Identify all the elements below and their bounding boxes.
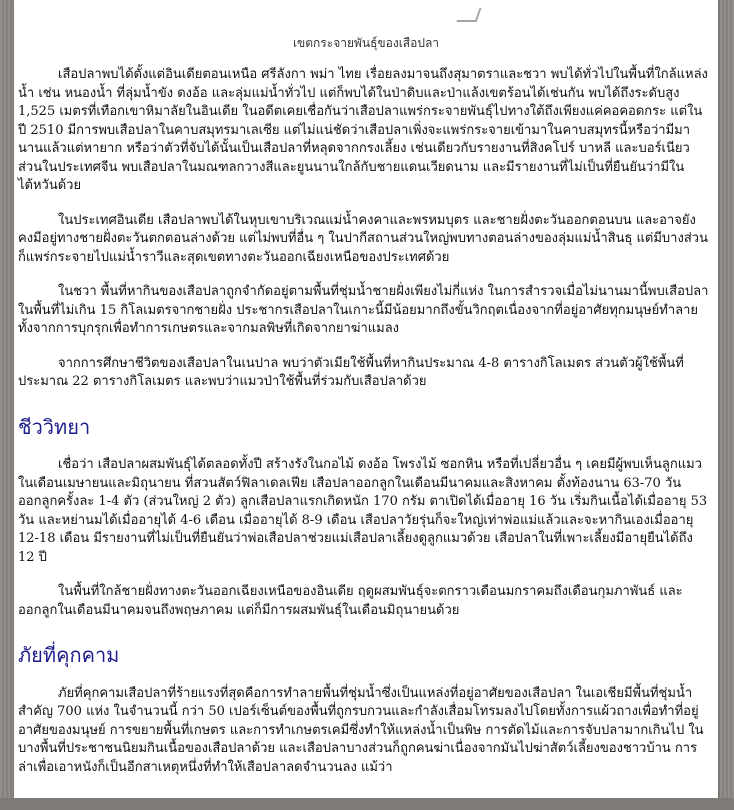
image-caption: เขตกระจายพันธุ์ของเสือปลา [292,36,440,50]
paragraph: ในประเทศอินเดีย เสือปลาพบได้ในหุบเขาบริเวณแม่น้ำคงคาและพรหมบุตร และชายฝั่งตะวันออกตอนบน และอาจยังคงมีอยู่ทางชายฝั่งตะวันตกตอนล่างด้วย แต่ไม่พบที่อื่น ๆ ในปากีสถานส่วนใหญ่พบทางตอนล่างของลุ่มแม่น้ำสินธุ แต่มีบางส่วนก็แพร่กระจายไปแม่น้ำราวีและสุดเขตทางตะวันออกเฉียงเหนือของประเทศด้วย [18,212,708,265]
paragraph: จากการศึกษาชีวิตของเสือปลาในเนปาล พบว่าตัวเมียใช้พื้นที่หากินประมาณ 4-8 ตารางกิโลเมตร ส่วนตัวผู้ใช้พื้นที่ประมาณ 22 ตารางกิโลเมตร และพบว่าแมวป่าใช้พื้นที่ร่วมกับเสือปลาด้วย [18,355,684,389]
section-heading-threats: ภัยที่คุกคาม [18,643,120,667]
paragraph: เสือปลาพบได้ตั้งแต่อินเดียตอนเหนือ ศรีลังกา พม่า ไทย เรื่อยลงมาจนถึงสุมาตราและชวา พบได้ทั่วไปในพื้นที่ใกล้แหล่งน้ำ เช่น หนองน้ำ ที่ลุ่มน้ำขัง ดงอ้อ และลุ่มแม่น้ำทั่วไป แต่ก็พบได้ในป่าดิบและป่าแล้งเขตร้อนได้เช่นกัน พบได้ถึงระดับสูง 1,525 เมตรที่เทือกเขาหิมาลัยในอินเดีย ในอดีตเคยเชื่อกันว่าเสือปลาแพร่กระจายพันธุ์ไปทางใต้ถึงเพียงแค่คอคอดกระ แต่ในปี 2510 มีการพบเสือปลาในคาบสมุทรมาเลเซีย แต่ไม่แน่ชัดว่าเสือปลาเพิ่งจะแพร่กระจายเข้ามาในคาบสมุทรนี้หรือว่ามีมานานแล้วแต่หายาก หรือว่าตัวที่จับได้นั้นเป็นเสือปลาที่หลุดจากกรงเลี้ยง เช่นเดียวกับรายงานที่สิงคโปร์ บาหลี และบอร์เนียว ส่วนในประเทศจีน พบเสือปลาในมณฑลกวางสีและยูนนานใกล้กับชายแดนเวียดนาม และมีรายงานที่ไม่เป็นที่ยืนยันว่ามีในไต้หวันด้วย [18,67,708,193]
document-page [14,0,718,800]
paragraph: ในพื้นที่ใกล้ชายฝั่งทางตะวันออกเฉียงเหนือของอินเดีย ฤดูผสมพันธุ์จะตกราวเดือนมกราคมถึงเดือนกุมภาพันธ์ และออกลูกในเดือนมีนาคมจนถึงพฤษภาคม แต่ก็มีการผสมพันธุ์ในเดือนมิถุนายนด้วย [18,584,683,618]
article-body [18,66,710,793]
paragraph: ภัยที่คุกคามเสือปลาที่ร้ายแรงที่สุดคือการทำลายพื้นที่ชุ่มน้ำซึ่งเป็นแหล่งที่อยู่อาศัยของเสือปลา ในเอเชียมีพื้นที่ชุ่มน้ำสำคัญ 700 แห่ง ในจำนวนนี้ กว่า 50 เปอร์เซ็นต์ของพื้นที่ถูกรบกวนและกำลังเสื่อมโทรมลงไปโดยทั้งการแผ้วถางเพื่อทำที่อยู่อาศัยของมนุษย์ การขยายพื้นที่เกษตร และการทำเกษตรเคมีซึ่งทำให้แหล่งน้ำเป็นพิษ การตัดไม้และการจับปลามากเกินไป ในบางพื้นที่ประชาชนนิยมกินเนื้อของเสือปลาด้วย และเสือปลาบางส่วนก็ถูกคนฆ่าเนื่องจากมันไปฆ่าสัตว์เลี้ยงของชาวบ้าน การล่าเพื่อเอาหนังก็เป็นอีกสาเหตุหนึ่งที่ทำให้เสือปลาลดจำนวนลง แม้ว่า [18,685,704,775]
map-image-fragment [456,8,481,22]
section-heading-biology: ชีววิทยา [18,414,91,439]
bottom-border [0,798,734,810]
paragraph: เชื่อว่า เสือปลาผสมพันธุ์ได้ตลอดทั้งปี สร้างรังในกอไม้ ดงอ้อ โพรงไม้ ซอกหิน หรือที่เปลี่ยวอื่น ๆ เคยมีผู้พบเห็นลูกแมวในเดือนเมษายนและมิถุนายน ที่สวนสัตว์ฟิลาเดลเฟีย เสือปลาออกลูกในเดือนมีนาคมและสิงหาคม ตั้งท้องนาน 63-70 วัน ออกลูกครั้งละ 1-4 ตัว (ส่วนใหญ่ 2 ตัว) ลูกเสือปลาแรกเกิดหนัก 170 กรัม ตาเปิดได้เมื่ออายุ 16 วัน เริ่มกินเนื้อได้เมื่ออายุ 53 วัน และหย่านมได้เมื่ออายุได้ 4-6 เดือน เมื่ออายุได้ 8-9 เดือน เสือปลาวัยรุ่นก็จะใหญ่เท่าพ่อแม่แล้วและจะหากินเองเมื่ออายุ 12-18 เดือน มีรายงานที่ไม่เป็นที่ยืนยันว่าพ่อเสือปลาช่วยแม่เสือปลาเลี้ยงดูลูกแมวด้วย เสือปลาในที่เพาะเลี้ยงมีอายุยืนได้ถึง 12 ปี [18,457,708,565]
paragraph: ในชวา พื้นที่หากินของเสือปลาถูกจำกัดอยู่ตามพื้นที่ชุ่มน้ำชายฝั่งเพียงไม่กี่แห่ง ในการสำรวจเมื่อไม่นานมานี้พบเสือปลาในพื้นที่ไม่เกิน 15 กิโลเมตรจากชายฝั่ง ประชากรเสือปลาในเกาะนี้มีน้อยมากถึงขั้นวิกฤตเนื่องจากที่อยู่อาศัยทุกมนุษย์ทำลาย ทั้งจากการบุกรุกเพื่อทำการเกษตรและจากมลพิษที่เกิดจากยาฆ่าแมลง [18,284,709,336]
